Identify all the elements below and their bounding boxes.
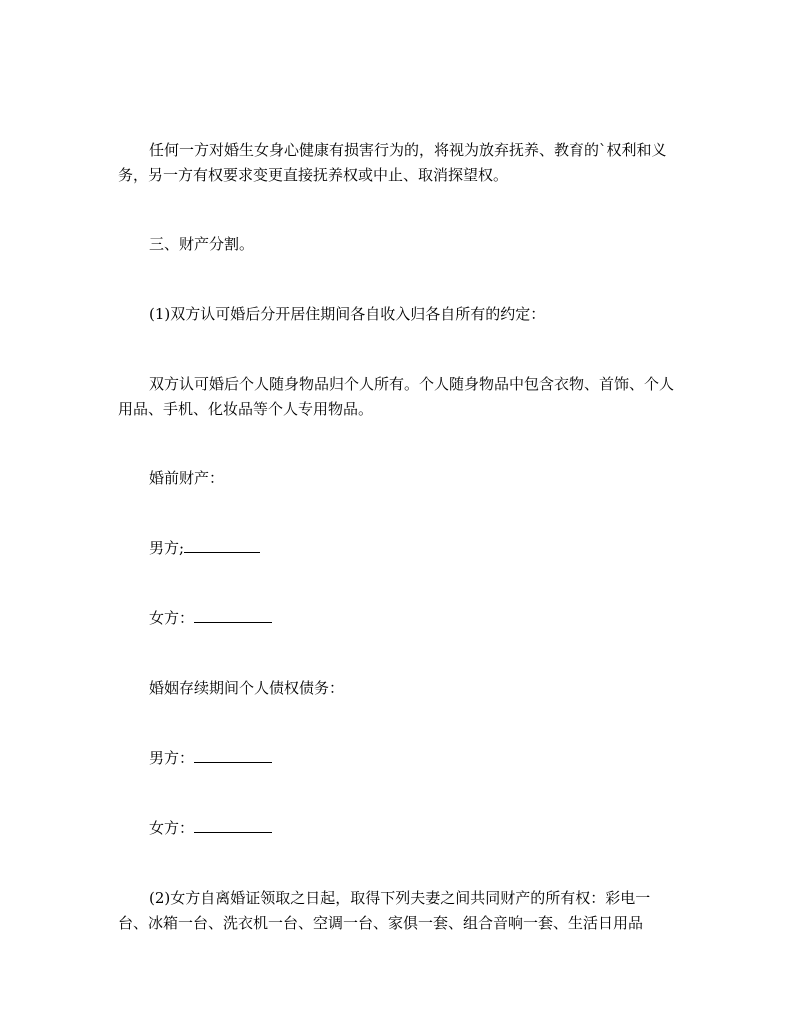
line-male-premarital: [118, 536, 678, 561]
label-personal-debts: 婚姻存续期间个人债权债务：: [149, 679, 345, 697]
female-label: 女方：: [149, 819, 195, 837]
paragraph-personal-belongings: 双方认可婚后个人随身物品归个人所有。个人随身物品中包含衣物、首饰、个人用品、手机、化妆品等个人专用物品。: [118, 375, 675, 418]
female-label: 女方：: [149, 609, 195, 627]
label-premarital-property: 婚前财产：: [149, 469, 225, 487]
paragraph-custody-violation: 任何一方对婚生女身心健康有损害行为的，将视为放弃抚养、教育的`权利和义务，另一方有权要求变更直接抚养权或中止、取消探望权。: [118, 141, 667, 184]
paragraph-separate-income: (1)双方认可婚后分开居住期间各自收入归各自所有的约定：: [149, 305, 546, 323]
blank-line: [194, 746, 272, 763]
blank-line: [184, 536, 260, 553]
male-label: 男方;: [149, 539, 185, 557]
line-female-premarital: [118, 606, 678, 631]
male-label: 男方：: [149, 749, 195, 767]
line-male-debts: [118, 746, 678, 771]
section-heading-property-division: 三、财产分割。: [149, 235, 255, 253]
line-female-debts: [118, 816, 678, 841]
blank-line: [194, 816, 272, 833]
blank-line: [194, 606, 272, 623]
paragraph-female-property-ownership: (2)女方自离婚证领取之日起，取得下列夫妻之间共同财产的所有权：彩电一台、冰箱一台、洗衣机一台、空调一台、家俱一套、组合音响一套、生活日用品: [118, 889, 651, 932]
